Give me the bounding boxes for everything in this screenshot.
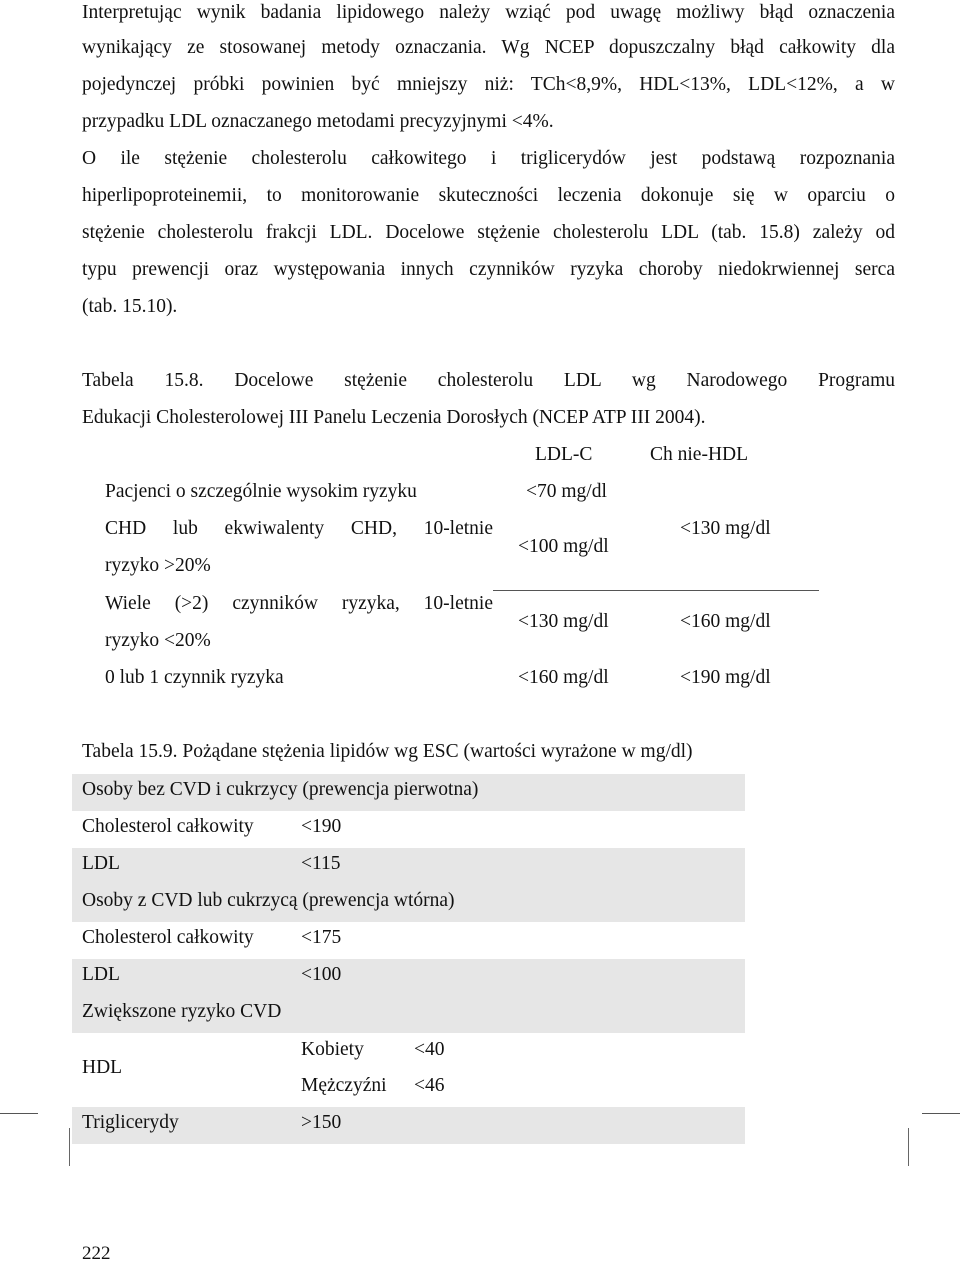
hdl-mezczyzni-value: <46 bbox=[414, 1075, 445, 1096]
row-3-ldl: <130 mg/dl bbox=[518, 611, 609, 632]
hdl-kobiety-value: <40 bbox=[414, 1039, 445, 1060]
paragraph-2-line-5: (tab. 15.10). bbox=[82, 296, 178, 317]
s1-row-1-label: Cholesterol całkowity bbox=[82, 816, 254, 837]
crop-mark-right bbox=[922, 1113, 960, 1114]
paragraph-2-line-2: hiperlipoproteinemii, to monitorowanie skuteczności leczenia dokonuje się w oparciu o bbox=[82, 185, 895, 206]
trig-label: Triglicerydy bbox=[82, 1112, 179, 1133]
margin-mark-left bbox=[69, 1128, 70, 1166]
trig-value: >150 bbox=[301, 1112, 342, 1133]
s2-row-2-shade bbox=[72, 959, 745, 996]
row-2-label-line-2: ryzyko >20% bbox=[105, 555, 211, 576]
s2-row-2-value: <100 bbox=[301, 964, 342, 985]
header-ldl-c: LDL-C bbox=[535, 444, 593, 465]
row-2-nonhdl: <130 mg/dl bbox=[680, 518, 771, 539]
paragraph-2-line-4: typu prewencji oraz występowania innych czynników ryzyka choroby niedokrwiennej serca bbox=[82, 259, 895, 280]
paragraph-2-line-3: stężenie cholesterolu frakcji LDL. Docelowe stężenie cholesterolu LDL (tab. 15.8) zależy od bbox=[82, 222, 895, 243]
row-1-label: Pacjenci o szczególnie wysokim ryzyku bbox=[105, 481, 417, 502]
row-4-nonhdl: <190 mg/dl bbox=[680, 667, 771, 688]
row-4-ldl: <160 mg/dl bbox=[518, 667, 609, 688]
table-15-8-caption-line-1: Tabela 15.8. Docelowe stężenie cholesterolu LDL wg Narodowego Programu bbox=[82, 370, 895, 391]
table-15-9-caption: Tabela 15.9. Pożądane stężenia lipidów wg ESC (wartości wyrażone w mg/dl) bbox=[82, 741, 693, 762]
hdl-label: HDL bbox=[82, 1057, 123, 1078]
hdl-kobiety-label: Kobiety bbox=[301, 1039, 364, 1060]
s1-row-2-label: LDL bbox=[82, 853, 120, 874]
row-3-label-line-2: ryzyko <20% bbox=[105, 630, 211, 651]
page-number: 222 bbox=[82, 1243, 111, 1264]
row-3-label-line-1: Wiele (>2) czynników ryzyka, 10-letnie bbox=[105, 593, 493, 614]
s2-row-1-value: <175 bbox=[301, 927, 342, 948]
row-4-label: 0 lub 1 czynnik ryzyka bbox=[105, 667, 284, 688]
paragraph-1-line-2: wynikający ze stosowanej metody oznaczania. Wg NCEP dopuszczalny błąd całkowity dla bbox=[82, 37, 895, 58]
section-1-title: Osoby bez CVD i cukrzycy (prewencja pierwotna) bbox=[82, 779, 479, 800]
paragraph-1-line-3: pojedynczej próbki powinien być mniejszy niż: TCh<8,9%, HDL<13%, LDL<12%, a w bbox=[82, 74, 895, 95]
section-2-title: Osoby z CVD lub cukrzycą (prewencja wtórna) bbox=[82, 890, 455, 911]
s2-row-1-label: Cholesterol całkowity bbox=[82, 927, 254, 948]
table-15-8-caption-line-2: Edukacji Cholesterolowej III Panelu Leczenia Dorosłych (NCEP ATP III 2004). bbox=[82, 407, 706, 428]
section-3-title: Zwiększone ryzyko CVD bbox=[82, 1001, 282, 1022]
row-3-nonhdl: <160 mg/dl bbox=[680, 611, 771, 632]
table-15-8-separator bbox=[493, 590, 819, 591]
s1-row-2-value: <115 bbox=[301, 853, 341, 874]
crop-mark-left bbox=[0, 1113, 38, 1114]
row-2-label-line-1: CHD lub ekwiwalenty CHD, 10-letnie bbox=[105, 518, 493, 539]
header-ch-nie-hdl: Ch nie-HDL bbox=[650, 444, 749, 465]
s1-row-2-shade bbox=[72, 848, 745, 885]
s1-row-1-value: <190 bbox=[301, 816, 342, 837]
margin-mark-right bbox=[908, 1128, 909, 1166]
hdl-mezczyzni-label: Mężczyźni bbox=[301, 1075, 387, 1096]
row-2-ldl: <100 mg/dl bbox=[518, 536, 609, 557]
row-1-ldl: <70 mg/dl bbox=[526, 481, 607, 502]
s2-row-2-label: LDL bbox=[82, 964, 120, 985]
paragraph-1-line-4: przypadku LDL oznaczanego metodami precyzyjnymi <4%. bbox=[82, 111, 554, 132]
paragraph-1-line-1: Interpretując wynik badania lipidowego należy wziąć pod uwagę możliwy błąd oznaczenia bbox=[82, 2, 895, 23]
paragraph-2-line-1: O ile stężenie cholesterolu całkowitego i triglicerydów jest podstawą rozpoznania bbox=[82, 148, 895, 169]
